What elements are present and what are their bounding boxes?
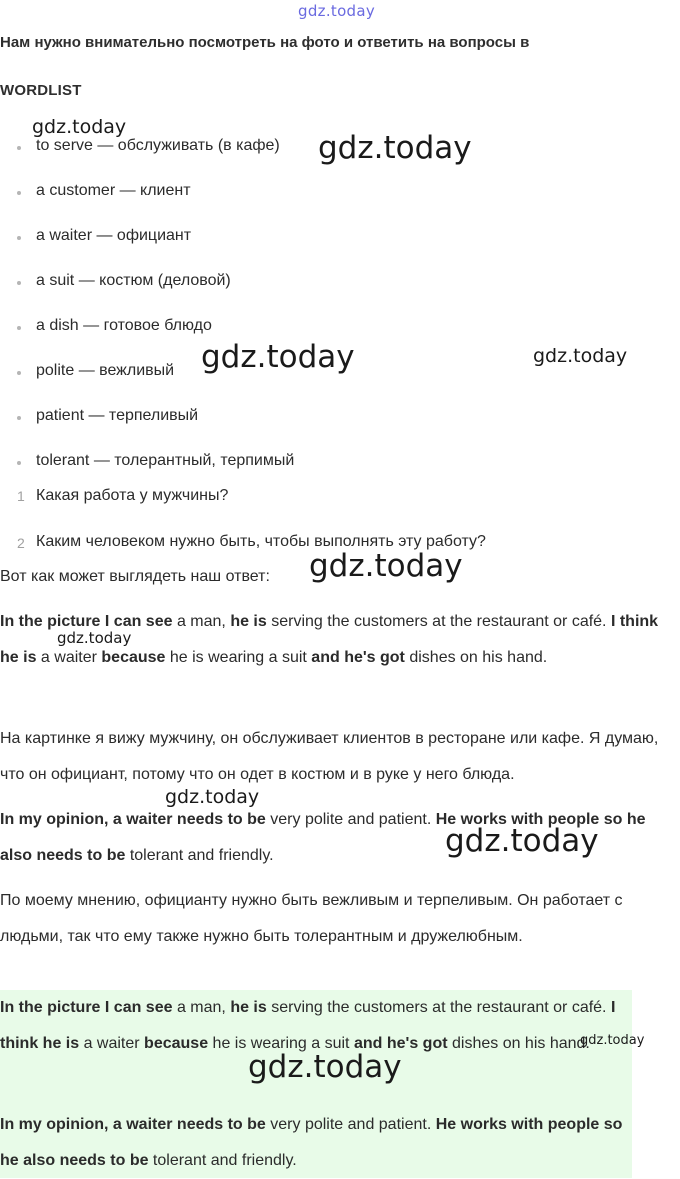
watermark: gdz.today	[32, 116, 127, 138]
answer-text: a man,	[172, 999, 231, 1016]
wordlist-item: a dish — готовое блюдо	[36, 317, 212, 334]
watermark: gdz.today	[248, 1049, 402, 1085]
answer-text: a man,	[172, 613, 231, 630]
bullet-icon	[17, 191, 21, 195]
answer-text: dishes on his hand.	[447, 1035, 590, 1052]
answer-ru-paragraph-2: По моему мнению, официанту нужно быть вежливым и терпеливым. Он работает с людьми, так что ему также нужно быть толерантным и дружелюбным.	[0, 892, 623, 945]
keyword: because	[101, 649, 166, 666]
wordlist-item: to serve — обслуживать (в кафе)	[36, 137, 280, 154]
bullet-icon	[17, 281, 21, 285]
question-number: 2	[17, 535, 25, 551]
keyword: and he's got	[311, 649, 405, 666]
watermark: gdz.today	[318, 130, 472, 166]
keyword: In the picture I can see	[0, 613, 173, 630]
watermark: gdz.today	[309, 548, 463, 584]
bullet-icon	[17, 326, 21, 330]
keyword: I think he is	[0, 613, 659, 666]
answer-text: he is wearing a suit	[208, 1035, 354, 1052]
watermark: gdz.today	[201, 339, 355, 375]
keyword: because	[144, 1035, 209, 1052]
wordlist-heading: WORDLIST	[0, 82, 82, 99]
bullet-icon	[17, 146, 21, 150]
answer-ru-paragraph-1: На картинке я вижу мужчину, он обслуживает клиентов в ресторане или кафе. Я думаю, что он официант, потому что он одет в костюм и в руке у него блюда.	[0, 730, 659, 783]
watermark: gdz.today	[165, 786, 260, 808]
bullet-icon	[17, 371, 21, 375]
answer-text: serving the customers at the restaurant or café.	[266, 613, 611, 630]
answer-text: tolerant and friendly.	[125, 847, 274, 864]
keyword: In my opinion, a waiter needs to be	[0, 1116, 266, 1133]
answer-intro: Вот как может выглядеть наш ответ:	[0, 568, 270, 585]
page-title: Нам нужно внимательно посмотреть на фото и ответить на вопросы в	[0, 34, 530, 51]
answer-text: serving the customers at the restaurant or café.	[266, 999, 611, 1016]
keyword: and he's got	[353, 1035, 448, 1052]
wordlist-item: a waiter — официант	[36, 227, 192, 244]
answer-text: he is wearing a suit	[165, 649, 312, 666]
watermark-top: gdz.today	[298, 2, 376, 20]
watermark: gdz.today	[445, 823, 599, 859]
question-text: Каким человеком нужно быть, чтобы выполнять эту работу?	[36, 533, 486, 550]
question-number: 1	[17, 488, 25, 504]
wordlist-item: a customer — клиент	[36, 182, 191, 199]
keyword: In my opinion, a waiter needs to be	[0, 811, 266, 828]
wordlist-item: a suit — костюм (деловой)	[36, 272, 231, 289]
highlight-en-paragraph-2	[0, 1107, 630, 1179]
answer-text: very polite and patient.	[265, 1116, 436, 1133]
answer-text: tolerant and friendly.	[148, 1152, 297, 1169]
keyword: He works with people so he also needs to be	[0, 1116, 623, 1169]
watermark: gdz.today	[533, 345, 628, 367]
wordlist-item: polite — вежливый	[36, 362, 175, 379]
watermark: gdz.today	[580, 1033, 645, 1048]
keyword: He works with people so he also needs to be	[0, 811, 646, 864]
keyword: he is	[230, 999, 267, 1016]
question-text: Какая работа у мужчины?	[36, 487, 229, 504]
keyword: I think he is	[0, 999, 616, 1052]
wordlist-item: tolerant — толерантный, терпимый	[36, 452, 295, 469]
answer-text: dishes on his hand.	[404, 649, 548, 666]
keyword: In the picture I can see	[0, 999, 173, 1016]
bullet-icon	[17, 416, 21, 420]
answer-text: a waiter	[36, 649, 102, 666]
answer-text: a waiter	[79, 1035, 145, 1052]
watermark: gdz.today	[57, 629, 132, 647]
wordlist-item: patient — терпеливый	[36, 407, 199, 424]
keyword: he is	[230, 613, 267, 630]
answer-text: very polite and patient.	[265, 811, 436, 828]
bullet-icon	[17, 461, 21, 465]
bullet-icon	[17, 236, 21, 240]
